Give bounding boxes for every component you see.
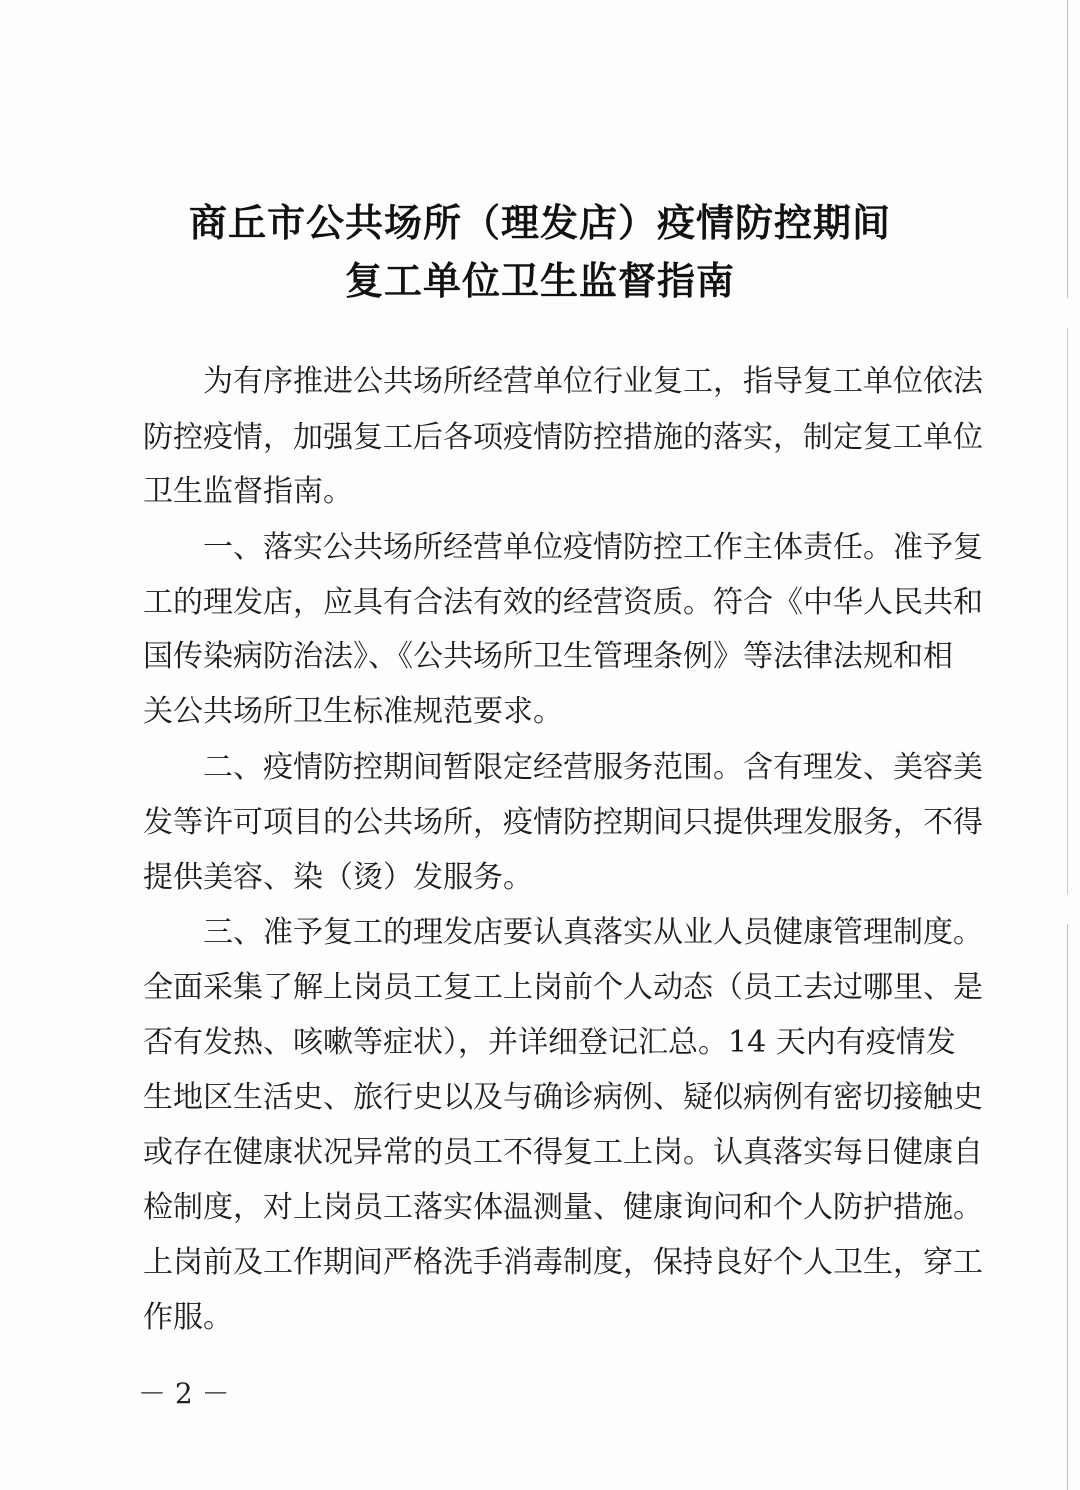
intro-line-2: 防控疫情，加强复工后各项疫情防控措施的落实，制定复工单位 (143, 420, 983, 455)
section-1-line-1: 一、落实公共场所经营单位疫情防控工作主体责任。准予复 (203, 530, 983, 565)
document-title-line-1: 商丘市公共场所（理发店）疫情防控期间 (188, 201, 891, 245)
section-3-line-7: 上岗前及工作期间严格洗手消毒制度，保持良好个人卫生，穿工 (143, 1245, 983, 1280)
section-3-line-6: 检制度，对上岗员工落实体温测量、健康询问和个人防护措施。 (143, 1190, 983, 1225)
intro-line-1: 为有序推进公共场所经营单位行业复工，指导复工单位依法 (203, 364, 983, 399)
section-1-line-4: 关公共场所卫生标准规范要求。 (143, 694, 563, 729)
section-3-line-1: 三、准予复工的理发店要认真落实从业人员健康管理制度。 (203, 915, 983, 950)
section-1-line-3: 国传染病防治法》、《公共场所卫生管理条例》等法律法规和相 (143, 639, 953, 674)
intro-line-3: 卫生监督指南。 (143, 474, 353, 509)
document-title-line-2: 复工单位卫生监督指南 (344, 259, 735, 303)
section-3-line-5: 或存在健康状况异常的员工不得复工上岗。认真落实每日健康自 (143, 1135, 983, 1170)
section-2-line-1: 二、疫情防控期间暂限定经营服务范围。含有理发、美容美 (203, 750, 983, 785)
section-3-line-2: 全面采集了解上岗员工复工上岗前个人动态（员工去过哪里、是 (143, 970, 983, 1005)
page-number: － 2 － (138, 1377, 230, 1410)
section-1-line-2: 工的理发店，应具有合法有效的经营资质。符合《中华人民共和 (143, 585, 983, 620)
section-3-line-3: 否有发热、咳嗽等症状），并详细登记汇总。14 天内有疫情发 (143, 1025, 956, 1060)
section-3-line-4: 生地区生活史、旅行史以及与确诊病例、疑似病例有密切接触史 (143, 1080, 983, 1115)
section-3-line-8: 作服。 (143, 1300, 233, 1335)
section-2-line-2: 发等许可项目的公共场所，疫情防控期间只提供理发服务，不得 (143, 805, 983, 840)
section-2-line-3: 提供美容、染（烫）发服务。 (143, 860, 533, 895)
